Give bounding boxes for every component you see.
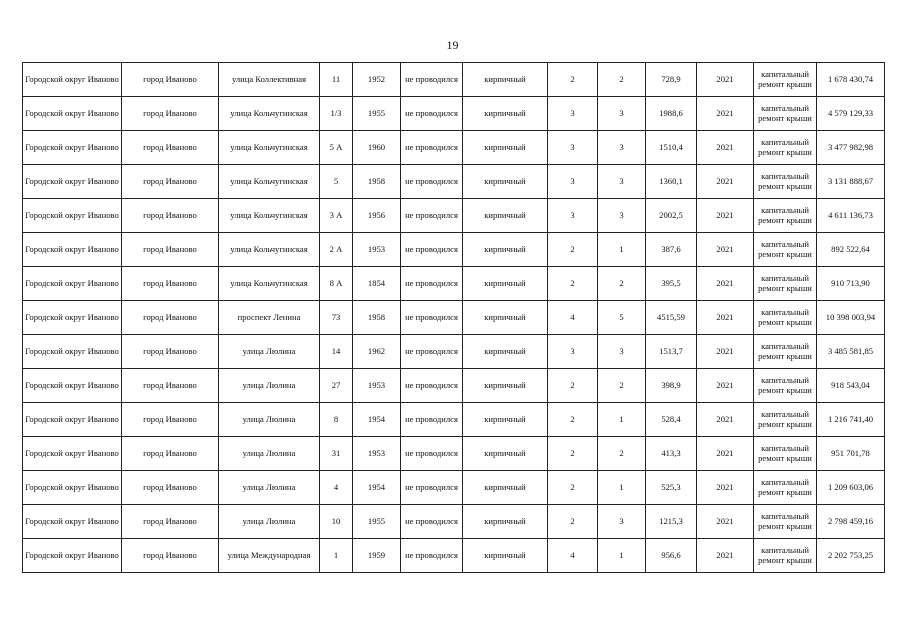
cell-area: 1513,7 <box>646 335 697 369</box>
repair-program-table <box>22 62 885 573</box>
cell-entrances: 1 <box>598 403 646 437</box>
table-row <box>23 233 885 267</box>
cell-cost: 3 485 581,85 <box>817 335 885 369</box>
cell-entrances: 1 <box>598 539 646 573</box>
cell-district: Городской округ Иваново <box>23 199 122 233</box>
cell-last-repair: не проводился <box>401 437 463 471</box>
cell-house: 11 <box>320 63 353 97</box>
cell-street: улица Кольчугинская <box>219 233 320 267</box>
cell-house: 8 <box>320 403 353 437</box>
cell-cost: 892 522,64 <box>817 233 885 267</box>
cell-entrances: 3 <box>598 505 646 539</box>
cell-entrances: 2 <box>598 267 646 301</box>
cell-entrances: 2 <box>598 369 646 403</box>
cell-plan-year: 2021 <box>697 97 754 131</box>
cell-year-built: 1955 <box>353 505 401 539</box>
cell-floors: 2 <box>548 267 598 301</box>
cell-street: улица Кольчугинская <box>219 199 320 233</box>
cell-district: Городской округ Иваново <box>23 369 122 403</box>
cell-house: 5 <box>320 165 353 199</box>
cell-street: улица Кольчугинская <box>219 165 320 199</box>
cell-street: улица Люлина <box>219 437 320 471</box>
cell-area: 1510,4 <box>646 131 697 165</box>
cell-cost: 1 216 741,40 <box>817 403 885 437</box>
cell-wall-material: кирпичный <box>463 539 548 573</box>
cell-year-built: 1953 <box>353 437 401 471</box>
cell-plan-year: 2021 <box>697 165 754 199</box>
table-row <box>23 369 885 403</box>
cell-wall-material: кирпичный <box>463 471 548 505</box>
cell-city: город Иваново <box>122 165 219 199</box>
cell-year-built: 1959 <box>353 539 401 573</box>
cell-cost: 4 579 129,33 <box>817 97 885 131</box>
cell-work-type: капитальный ремонт крыши <box>754 403 817 437</box>
cell-city: город Иваново <box>122 63 219 97</box>
cell-district: Городской округ Иваново <box>23 301 122 335</box>
cell-area: 528,4 <box>646 403 697 437</box>
cell-work-type: капитальный ремонт крыши <box>754 301 817 335</box>
cell-wall-material: кирпичный <box>463 165 548 199</box>
cell-district: Городской округ Иваново <box>23 233 122 267</box>
cell-cost: 2 202 753,25 <box>817 539 885 573</box>
cell-city: город Иваново <box>122 437 219 471</box>
cell-city: город Иваново <box>122 97 219 131</box>
table-body <box>23 63 885 573</box>
cell-street: улица Кольчугинская <box>219 97 320 131</box>
cell-last-repair: не проводился <box>401 199 463 233</box>
cell-floors: 3 <box>548 199 598 233</box>
cell-work-type: капитальный ремонт крыши <box>754 97 817 131</box>
cell-city: город Иваново <box>122 403 219 437</box>
cell-district: Городской округ Иваново <box>23 403 122 437</box>
cell-plan-year: 2021 <box>697 403 754 437</box>
cell-cost: 1 678 430,74 <box>817 63 885 97</box>
cell-cost: 3 477 982,98 <box>817 131 885 165</box>
cell-street: улица Люлина <box>219 505 320 539</box>
table-row <box>23 301 885 335</box>
cell-district: Городской округ Иваново <box>23 97 122 131</box>
cell-last-repair: не проводился <box>401 369 463 403</box>
cell-cost: 4 611 136,73 <box>817 199 885 233</box>
cell-entrances: 3 <box>598 335 646 369</box>
cell-plan-year: 2021 <box>697 63 754 97</box>
cell-floors: 2 <box>548 403 598 437</box>
cell-street: улица Люлина <box>219 403 320 437</box>
cell-house: 27 <box>320 369 353 403</box>
table-row <box>23 335 885 369</box>
cell-district: Городской округ Иваново <box>23 471 122 505</box>
cell-house: 2 А <box>320 233 353 267</box>
cell-last-repair: не проводился <box>401 301 463 335</box>
cell-area: 525,3 <box>646 471 697 505</box>
cell-year-built: 1952 <box>353 63 401 97</box>
cell-year-built: 1958 <box>353 165 401 199</box>
table-row <box>23 403 885 437</box>
cell-floors: 3 <box>548 131 598 165</box>
cell-floors: 3 <box>548 165 598 199</box>
cell-work-type: капитальный ремонт крыши <box>754 199 817 233</box>
cell-wall-material: кирпичный <box>463 131 548 165</box>
cell-cost: 910 713,90 <box>817 267 885 301</box>
cell-year-built: 1953 <box>353 369 401 403</box>
cell-district: Городской округ Иваново <box>23 539 122 573</box>
cell-city: город Иваново <box>122 301 219 335</box>
cell-house: 10 <box>320 505 353 539</box>
table-row <box>23 505 885 539</box>
cell-work-type: капитальный ремонт крыши <box>754 131 817 165</box>
cell-area: 395,5 <box>646 267 697 301</box>
cell-cost: 2 798 459,16 <box>817 505 885 539</box>
cell-district: Городской округ Иваново <box>23 131 122 165</box>
cell-street: улица Международная <box>219 539 320 573</box>
cell-work-type: капитальный ремонт крыши <box>754 505 817 539</box>
cell-plan-year: 2021 <box>697 369 754 403</box>
cell-street: улица Люлина <box>219 335 320 369</box>
cell-floors: 2 <box>548 369 598 403</box>
cell-last-repair: не проводился <box>401 403 463 437</box>
cell-year-built: 1954 <box>353 471 401 505</box>
cell-last-repair: не проводился <box>401 63 463 97</box>
cell-floors: 2 <box>548 233 598 267</box>
cell-wall-material: кирпичный <box>463 97 548 131</box>
cell-last-repair: не проводился <box>401 97 463 131</box>
cell-house: 73 <box>320 301 353 335</box>
cell-house: 5 А <box>320 131 353 165</box>
cell-city: город Иваново <box>122 505 219 539</box>
cell-house: 1 <box>320 539 353 573</box>
cell-work-type: капитальный ремонт крыши <box>754 369 817 403</box>
cell-year-built: 1962 <box>353 335 401 369</box>
cell-plan-year: 2021 <box>697 233 754 267</box>
cell-area: 1360,1 <box>646 165 697 199</box>
cell-cost: 1 209 603,06 <box>817 471 885 505</box>
cell-year-built: 1956 <box>353 199 401 233</box>
cell-floors: 2 <box>548 63 598 97</box>
cell-city: город Иваново <box>122 199 219 233</box>
cell-plan-year: 2021 <box>697 267 754 301</box>
cell-work-type: капитальный ремонт крыши <box>754 165 817 199</box>
cell-district: Городской округ Иваново <box>23 335 122 369</box>
table-row <box>23 267 885 301</box>
cell-floors: 3 <box>548 97 598 131</box>
cell-house: 3 А <box>320 199 353 233</box>
cell-area: 1988,6 <box>646 97 697 131</box>
cell-wall-material: кирпичный <box>463 199 548 233</box>
cell-floors: 4 <box>548 539 598 573</box>
cell-street: улица Люлина <box>219 369 320 403</box>
cell-last-repair: не проводился <box>401 471 463 505</box>
cell-cost: 10 398 003,94 <box>817 301 885 335</box>
cell-street: улица Кольчугинская <box>219 131 320 165</box>
cell-work-type: капитальный ремонт крыши <box>754 471 817 505</box>
cell-last-repair: не проводился <box>401 539 463 573</box>
cell-plan-year: 2021 <box>697 199 754 233</box>
cell-year-built: 1960 <box>353 131 401 165</box>
cell-last-repair: не проводился <box>401 267 463 301</box>
cell-district: Городской округ Иваново <box>23 267 122 301</box>
cell-year-built: 1958 <box>353 301 401 335</box>
cell-last-repair: не проводился <box>401 233 463 267</box>
cell-area: 1215,3 <box>646 505 697 539</box>
cell-district: Городской округ Иваново <box>23 63 122 97</box>
cell-last-repair: не проводился <box>401 131 463 165</box>
cell-street: улица Кольчугинская <box>219 267 320 301</box>
cell-entrances: 1 <box>598 233 646 267</box>
cell-work-type: капитальный ремонт крыши <box>754 233 817 267</box>
cell-city: город Иваново <box>122 233 219 267</box>
table-row <box>23 131 885 165</box>
cell-wall-material: кирпичный <box>463 63 548 97</box>
cell-plan-year: 2021 <box>697 301 754 335</box>
cell-plan-year: 2021 <box>697 335 754 369</box>
cell-area: 398,9 <box>646 369 697 403</box>
cell-wall-material: кирпичный <box>463 301 548 335</box>
cell-house: 31 <box>320 437 353 471</box>
cell-cost: 918 543,04 <box>817 369 885 403</box>
cell-year-built: 1955 <box>353 97 401 131</box>
page-number: 19 <box>446 38 459 52</box>
cell-district: Городской округ Иваново <box>23 437 122 471</box>
cell-cost: 951 701,78 <box>817 437 885 471</box>
cell-entrances: 1 <box>598 471 646 505</box>
table-row <box>23 199 885 233</box>
cell-wall-material: кирпичный <box>463 403 548 437</box>
cell-area: 413,3 <box>646 437 697 471</box>
cell-wall-material: кирпичный <box>463 267 548 301</box>
cell-floors: 3 <box>548 335 598 369</box>
cell-area: 4515,59 <box>646 301 697 335</box>
cell-work-type: капитальный ремонт крыши <box>754 539 817 573</box>
cell-plan-year: 2021 <box>697 437 754 471</box>
cell-entrances: 3 <box>598 97 646 131</box>
cell-wall-material: кирпичный <box>463 505 548 539</box>
cell-work-type: капитальный ремонт крыши <box>754 335 817 369</box>
cell-area: 956,6 <box>646 539 697 573</box>
cell-floors: 2 <box>548 471 598 505</box>
cell-wall-material: кирпичный <box>463 369 548 403</box>
cell-city: город Иваново <box>122 471 219 505</box>
cell-floors: 4 <box>548 301 598 335</box>
cell-plan-year: 2021 <box>697 131 754 165</box>
cell-wall-material: кирпичный <box>463 335 548 369</box>
cell-area: 387,6 <box>646 233 697 267</box>
table-row <box>23 165 885 199</box>
cell-work-type: капитальный ремонт крыши <box>754 63 817 97</box>
cell-plan-year: 2021 <box>697 471 754 505</box>
table-row <box>23 539 885 573</box>
cell-year-built: 1953 <box>353 233 401 267</box>
cell-floors: 2 <box>548 505 598 539</box>
table-row <box>23 97 885 131</box>
cell-floors: 2 <box>548 437 598 471</box>
cell-house: 14 <box>320 335 353 369</box>
cell-entrances: 3 <box>598 199 646 233</box>
cell-cost: 3 131 888,67 <box>817 165 885 199</box>
cell-plan-year: 2021 <box>697 539 754 573</box>
cell-city: город Иваново <box>122 267 219 301</box>
cell-street: улица Коллективная <box>219 63 320 97</box>
cell-street: улица Люлина <box>219 471 320 505</box>
cell-year-built: 1954 <box>353 403 401 437</box>
cell-wall-material: кирпичный <box>463 437 548 471</box>
cell-work-type: капитальный ремонт крыши <box>754 267 817 301</box>
cell-district: Городской округ Иваново <box>23 505 122 539</box>
cell-street: проспект Ленина <box>219 301 320 335</box>
cell-year-built: 1854 <box>353 267 401 301</box>
cell-area: 2002,5 <box>646 199 697 233</box>
cell-city: город Иваново <box>122 335 219 369</box>
cell-city: город Иваново <box>122 131 219 165</box>
cell-last-repair: не проводился <box>401 335 463 369</box>
cell-house: 4 <box>320 471 353 505</box>
cell-last-repair: не проводился <box>401 165 463 199</box>
table-row <box>23 63 885 97</box>
cell-work-type: капитальный ремонт крыши <box>754 437 817 471</box>
table-row <box>23 437 885 471</box>
cell-entrances: 3 <box>598 131 646 165</box>
cell-plan-year: 2021 <box>697 505 754 539</box>
table-row <box>23 471 885 505</box>
cell-last-repair: не проводился <box>401 505 463 539</box>
cell-entrances: 5 <box>598 301 646 335</box>
cell-house: 1/3 <box>320 97 353 131</box>
cell-district: Городской округ Иваново <box>23 165 122 199</box>
cell-wall-material: кирпичный <box>463 233 548 267</box>
cell-city: город Иваново <box>122 539 219 573</box>
cell-entrances: 3 <box>598 165 646 199</box>
cell-city: город Иваново <box>122 369 219 403</box>
cell-area: 728,9 <box>646 63 697 97</box>
cell-entrances: 2 <box>598 437 646 471</box>
cell-house: 8 А <box>320 267 353 301</box>
cell-entrances: 2 <box>598 63 646 97</box>
